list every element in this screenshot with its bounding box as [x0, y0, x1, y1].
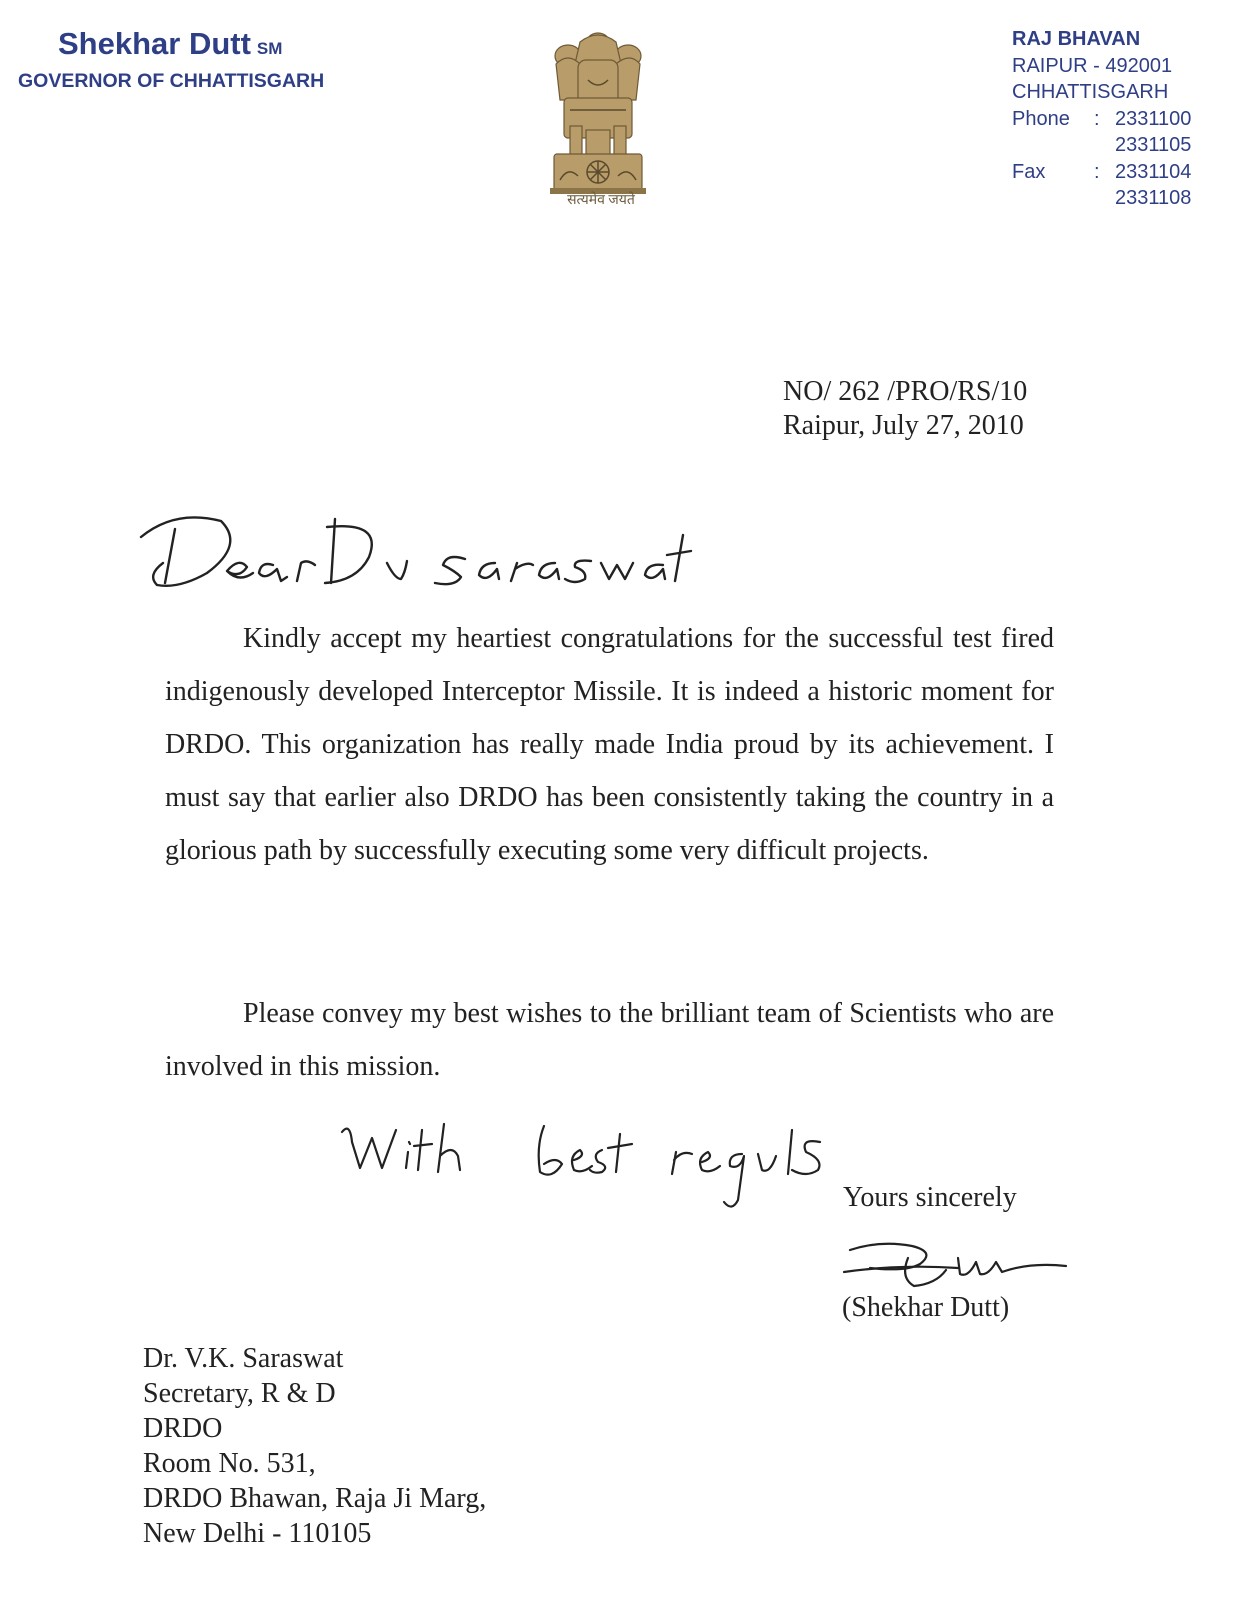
reference-number: NO/ 262 /PRO/RS/10	[783, 376, 1028, 407]
closing: Yours sincerely	[843, 1182, 1017, 1213]
sender-title: GOVERNOR OF CHHATTISGARH	[18, 70, 325, 92]
fax-number: 2331108	[1115, 187, 1192, 209]
recipient-line: Secretary, R & D	[143, 1378, 336, 1409]
sender-name-text: Shekhar Dutt	[58, 26, 251, 61]
recipient-line: Room No. 531,	[143, 1448, 316, 1479]
signatory-name: (Shekhar Dutt)	[842, 1292, 1010, 1323]
address-line: RAJ BHAVAN	[1012, 28, 1141, 50]
emblem-motto: सत्यमेव जयते	[567, 193, 635, 208]
phone-label: Phone	[1012, 108, 1070, 130]
place-date: Raipur, July 27, 2010	[783, 410, 1024, 441]
phone-number: 2331105	[1115, 134, 1192, 156]
body-paragraph: Kindly accept my heartiest congratulations for the successful test fired indigenously developed Interceptor Missile. It is indeed a historic moment for DRDO. This organization has really made India proud by its achievement. I must say that earlier also DRDO has been consistently taking the country in a glorious path by successfully executing some very difficult projects.	[165, 623, 1054, 866]
recipient-line: Dr. V.K. Saraswat	[143, 1343, 344, 1374]
address-line: CHHATTISGARH	[1012, 81, 1169, 103]
recipient-line: DRDO Bhawan, Raja Ji Marg,	[143, 1483, 487, 1514]
recipient-line: New Delhi - 110105	[143, 1518, 372, 1549]
handwritten-salutation	[135, 505, 695, 605]
fax-separator: :	[1094, 161, 1100, 183]
phone-separator: :	[1094, 108, 1100, 130]
signature	[840, 1228, 1080, 1298]
recipient-line: DRDO	[143, 1413, 223, 1444]
body-paragraph: Please convey my best wishes to the brilliant team of Scientists who are involved in this mission.	[165, 998, 1054, 1082]
phone-number: 2331100	[1115, 108, 1192, 130]
sender-name	[58, 26, 282, 62]
address-line: RAIPUR - 492001	[1012, 55, 1173, 77]
sender-name-suffix: SM	[256, 39, 283, 58]
state-emblem-icon	[540, 30, 655, 215]
fax-number: 2331104	[1115, 161, 1192, 183]
handwritten-closing	[330, 1112, 860, 1222]
fax-label: Fax	[1012, 161, 1046, 183]
